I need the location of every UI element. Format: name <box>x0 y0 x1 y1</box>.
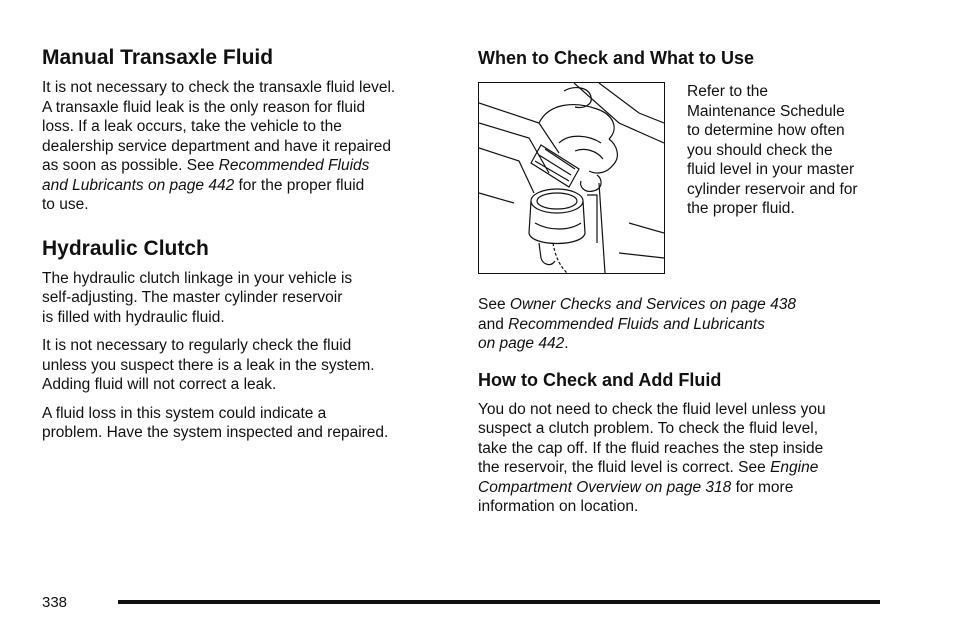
text-fragment: and <box>478 315 509 333</box>
footer-rule <box>118 600 880 604</box>
text-line <box>478 334 878 354</box>
see-also-paragraph <box>478 295 878 354</box>
text-line: information on location. <box>478 498 639 515</box>
text-line: It is not necessary to check the transaxle fluid level. <box>42 79 396 96</box>
text-line: cylinder reservoir and for <box>687 180 858 198</box>
heading-manual-transaxle-fluid: Manual Transaxle Fluid <box>42 46 274 69</box>
text-line: you should check the <box>687 141 833 159</box>
text-fragment: for more <box>731 478 794 496</box>
text-line <box>42 156 446 176</box>
how-to-check-paragraph <box>478 400 878 517</box>
text-line: to determine how often <box>687 122 845 139</box>
right-column <box>478 44 878 517</box>
text-line: problem. Have the system inspected and repaired. <box>42 424 389 441</box>
text-line: The hydraulic clutch linkage in your vehicle is <box>42 269 353 287</box>
text-line <box>478 458 878 478</box>
cross-reference-link[interactable]: on page 442 <box>478 335 565 352</box>
text-line: take the cap off. If the fluid reaches the step inside <box>478 439 824 457</box>
text-fragment: the reservoir, the fluid level is correct. See <box>478 459 771 476</box>
heading-how-to-check: How to Check and Add Fluid <box>478 369 722 390</box>
text-line: Adding fluid will not correct a leak. <box>42 376 277 393</box>
text-line: dealership service department and have it repaired <box>42 137 391 155</box>
heading-hydraulic-clutch: Hydraulic Clutch <box>42 236 209 260</box>
text-line: the proper fluid. <box>687 200 795 217</box>
figure-caption <box>687 82 878 274</box>
cross-reference-link[interactable]: Compartment Overview on page 318 <box>478 478 732 496</box>
clutch-paragraph-2 <box>42 336 446 395</box>
clutch-paragraph-1 <box>42 269 446 328</box>
text-fragment: . <box>564 335 569 352</box>
hand-opening-reservoir-cap-icon <box>479 83 664 273</box>
text-line: Refer to the <box>687 83 768 100</box>
text-line <box>42 176 446 196</box>
text-line: It is not necessary to regularly check the fluid <box>42 337 352 354</box>
text-fragment: See <box>478 296 510 313</box>
text-line <box>478 478 878 498</box>
page-number: 338 <box>42 594 68 611</box>
text-line: self-adjusting. The master cylinder reservoir <box>42 289 343 306</box>
cross-reference-link[interactable]: Engine <box>770 459 819 476</box>
figure-row <box>478 82 878 274</box>
cross-reference-link[interactable]: and Lubricants on page 442 <box>42 176 235 194</box>
text-line: Maintenance Schedule <box>687 102 845 120</box>
text-line: suspect a clutch problem. To check the fluid level, <box>478 420 819 437</box>
reservoir-illustration <box>478 82 665 274</box>
text-line: is filled with hydraulic fluid. <box>42 308 225 326</box>
text-line <box>478 315 878 335</box>
text-line: to use. <box>42 196 89 213</box>
cross-reference-link[interactable]: Owner Checks and Services on page 438 <box>509 296 796 313</box>
transaxle-paragraph <box>42 78 446 215</box>
text-line: A transaxle fluid leak is the only reason for fluid <box>42 98 366 116</box>
text-line: A fluid loss in this system could indicate a <box>42 404 327 422</box>
cross-reference-link[interactable]: Recommended Fluids <box>218 157 370 174</box>
text-line <box>478 295 878 315</box>
text-line: loss. If a leak occurs, take the vehicle to the <box>42 118 342 135</box>
cross-reference-link[interactable]: Recommended Fluids and Lubricants <box>508 315 765 333</box>
text-line: unless you suspect there is a leak in the system. <box>42 356 375 374</box>
left-column <box>42 44 446 443</box>
text-fragment: for the proper fluid <box>234 176 365 194</box>
text-line: fluid level in your master <box>687 161 855 178</box>
heading-when-to-check: When to Check and What to Use <box>478 48 755 68</box>
text-line: You do not need to check the fluid level unless you <box>478 400 826 418</box>
clutch-paragraph-3 <box>42 404 446 443</box>
text-fragment: as soon as possible. See <box>42 157 219 174</box>
